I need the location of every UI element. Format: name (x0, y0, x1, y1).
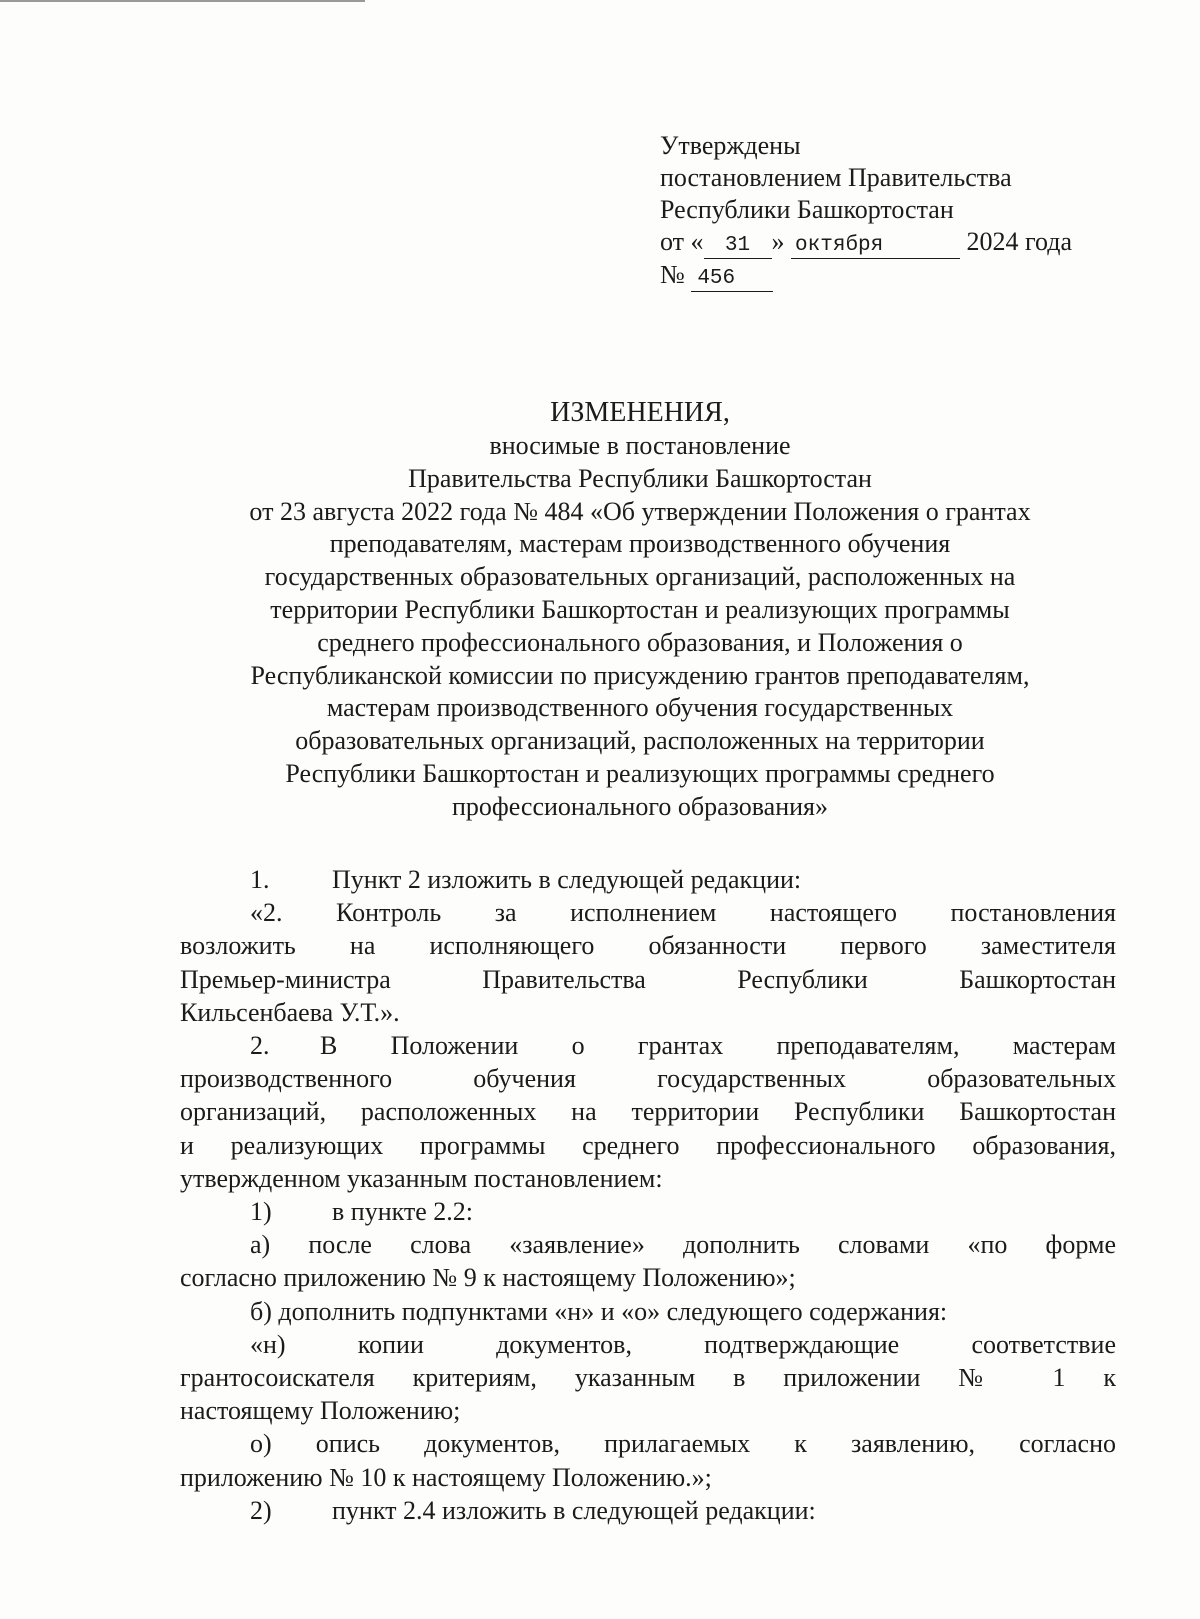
subitem-a-line: а) после слова «заявление» дополнить словами «по форме (250, 1230, 1116, 1260)
heading-line: профессионального образования» (451, 791, 829, 821)
heading-line: государственных образовательных организаций, расположенных на (264, 562, 1016, 592)
date-month: октября (791, 234, 960, 259)
item-2-line (180, 1029, 1116, 1062)
document-body (180, 863, 1116, 1527)
approval-number-line (660, 259, 1130, 292)
approval-line-approved: Утверждены (660, 131, 801, 160)
item-1-quote-line: Кильсенбаева У.Т.». (180, 997, 400, 1027)
subitem-b-line: б) дополнить подпунктами «н» и «о» следующего содержания: (250, 1296, 948, 1326)
heading-line: среднего профессионального образования, и Положения о (317, 627, 963, 657)
subitem-1-text: в пункте 2.2: (332, 1197, 474, 1227)
approval-line-decree: постановлением Правительства (660, 163, 1012, 192)
approval-line-republic: Республики Башкортостан (660, 195, 954, 224)
subitem-n-line: «н) копии документов, подтверждающие соответствие (250, 1329, 1116, 1359)
heading-line: образовательных организаций, расположенных на территории (295, 726, 985, 756)
approval-stamp-block (660, 130, 1130, 292)
heading-line: преподавателям, мастерам производственного обучения (329, 529, 951, 559)
item-2-line: и реализующих программы среднего профессионального образования, (180, 1130, 1116, 1160)
scan-edge-line (0, 0, 365, 2)
date-day: 31 (704, 234, 772, 259)
date-mid: » (771, 227, 785, 256)
subitem-n-line: грантосоискателя критериям, указанным в приложении № 1 к (180, 1363, 1116, 1393)
subitem-1-number: 1) (250, 1197, 272, 1227)
item-1-quote-line: возложить на исполняющего обязанности первого заместителя (180, 931, 1116, 961)
document-heading (170, 396, 1110, 824)
item-1-text: Пункт 2 изложить в следующей редакции: (332, 865, 802, 894)
heading-line: вносимые в постановление (489, 431, 791, 460)
approval-date-line (660, 226, 1130, 259)
subitem-2-text: пункт 2.4 изложить в следующей редакции: (332, 1495, 816, 1525)
heading-line: Правительства Республики Башкортостан (408, 463, 872, 493)
number-prefix: № (660, 260, 685, 289)
item-1-line (180, 863, 1116, 896)
heading-line: мастерам производственного обучения государственных (326, 693, 954, 723)
date-prefix: от « (660, 227, 704, 256)
heading-line: Республиканской комиссии по присуждению грантов преподавателям, (250, 660, 1030, 690)
subitem-1-line (180, 1195, 1116, 1228)
heading-line: от 23 августа 2022 года № 484 «Об утверждении Положения о грантах (249, 496, 1031, 526)
item-2-line: утвержденном указанным постановлением: (180, 1163, 663, 1193)
item-2-line: производственного обучения государственных образовательных (180, 1064, 1116, 1094)
item-1-number: 1. (250, 865, 270, 894)
subitem-2-line (180, 1494, 1116, 1527)
item-2-text: В Положении о грантах преподавателям, мастерам (320, 1031, 1116, 1061)
decree-number: 456 (691, 267, 773, 292)
subitem-n-line: настоящему Положению; (180, 1396, 461, 1426)
subitem-a-line: согласно приложению № 9 к настоящему Положению»; (180, 1263, 796, 1293)
item-1-quote-line: «2. Контроль за исполнением настоящего постановления (250, 898, 1116, 928)
subitem-o-line: приложению № 10 к настоящему Положению.»; (180, 1462, 712, 1492)
heading-line: территории Республики Башкортостан и реализующих программы (270, 594, 1010, 624)
heading-line: Республики Башкортостан и реализующих программы среднего (285, 758, 995, 788)
item-1-quote-line: Премьер-министра Правительства Республики Башкортостан (180, 964, 1116, 994)
item-2-number: 2. (250, 1031, 270, 1061)
item-2-line: организаций, расположенных на территории Республики Башкортостан (180, 1097, 1116, 1127)
subitem-2-number: 2) (250, 1495, 272, 1525)
document-title: ИЗМЕНЕНИЯ, (550, 397, 730, 428)
date-year: 2024 года (966, 227, 1073, 256)
subitem-o-line: о) опись документов, прилагаемых к заявлению, согласно (250, 1429, 1116, 1459)
